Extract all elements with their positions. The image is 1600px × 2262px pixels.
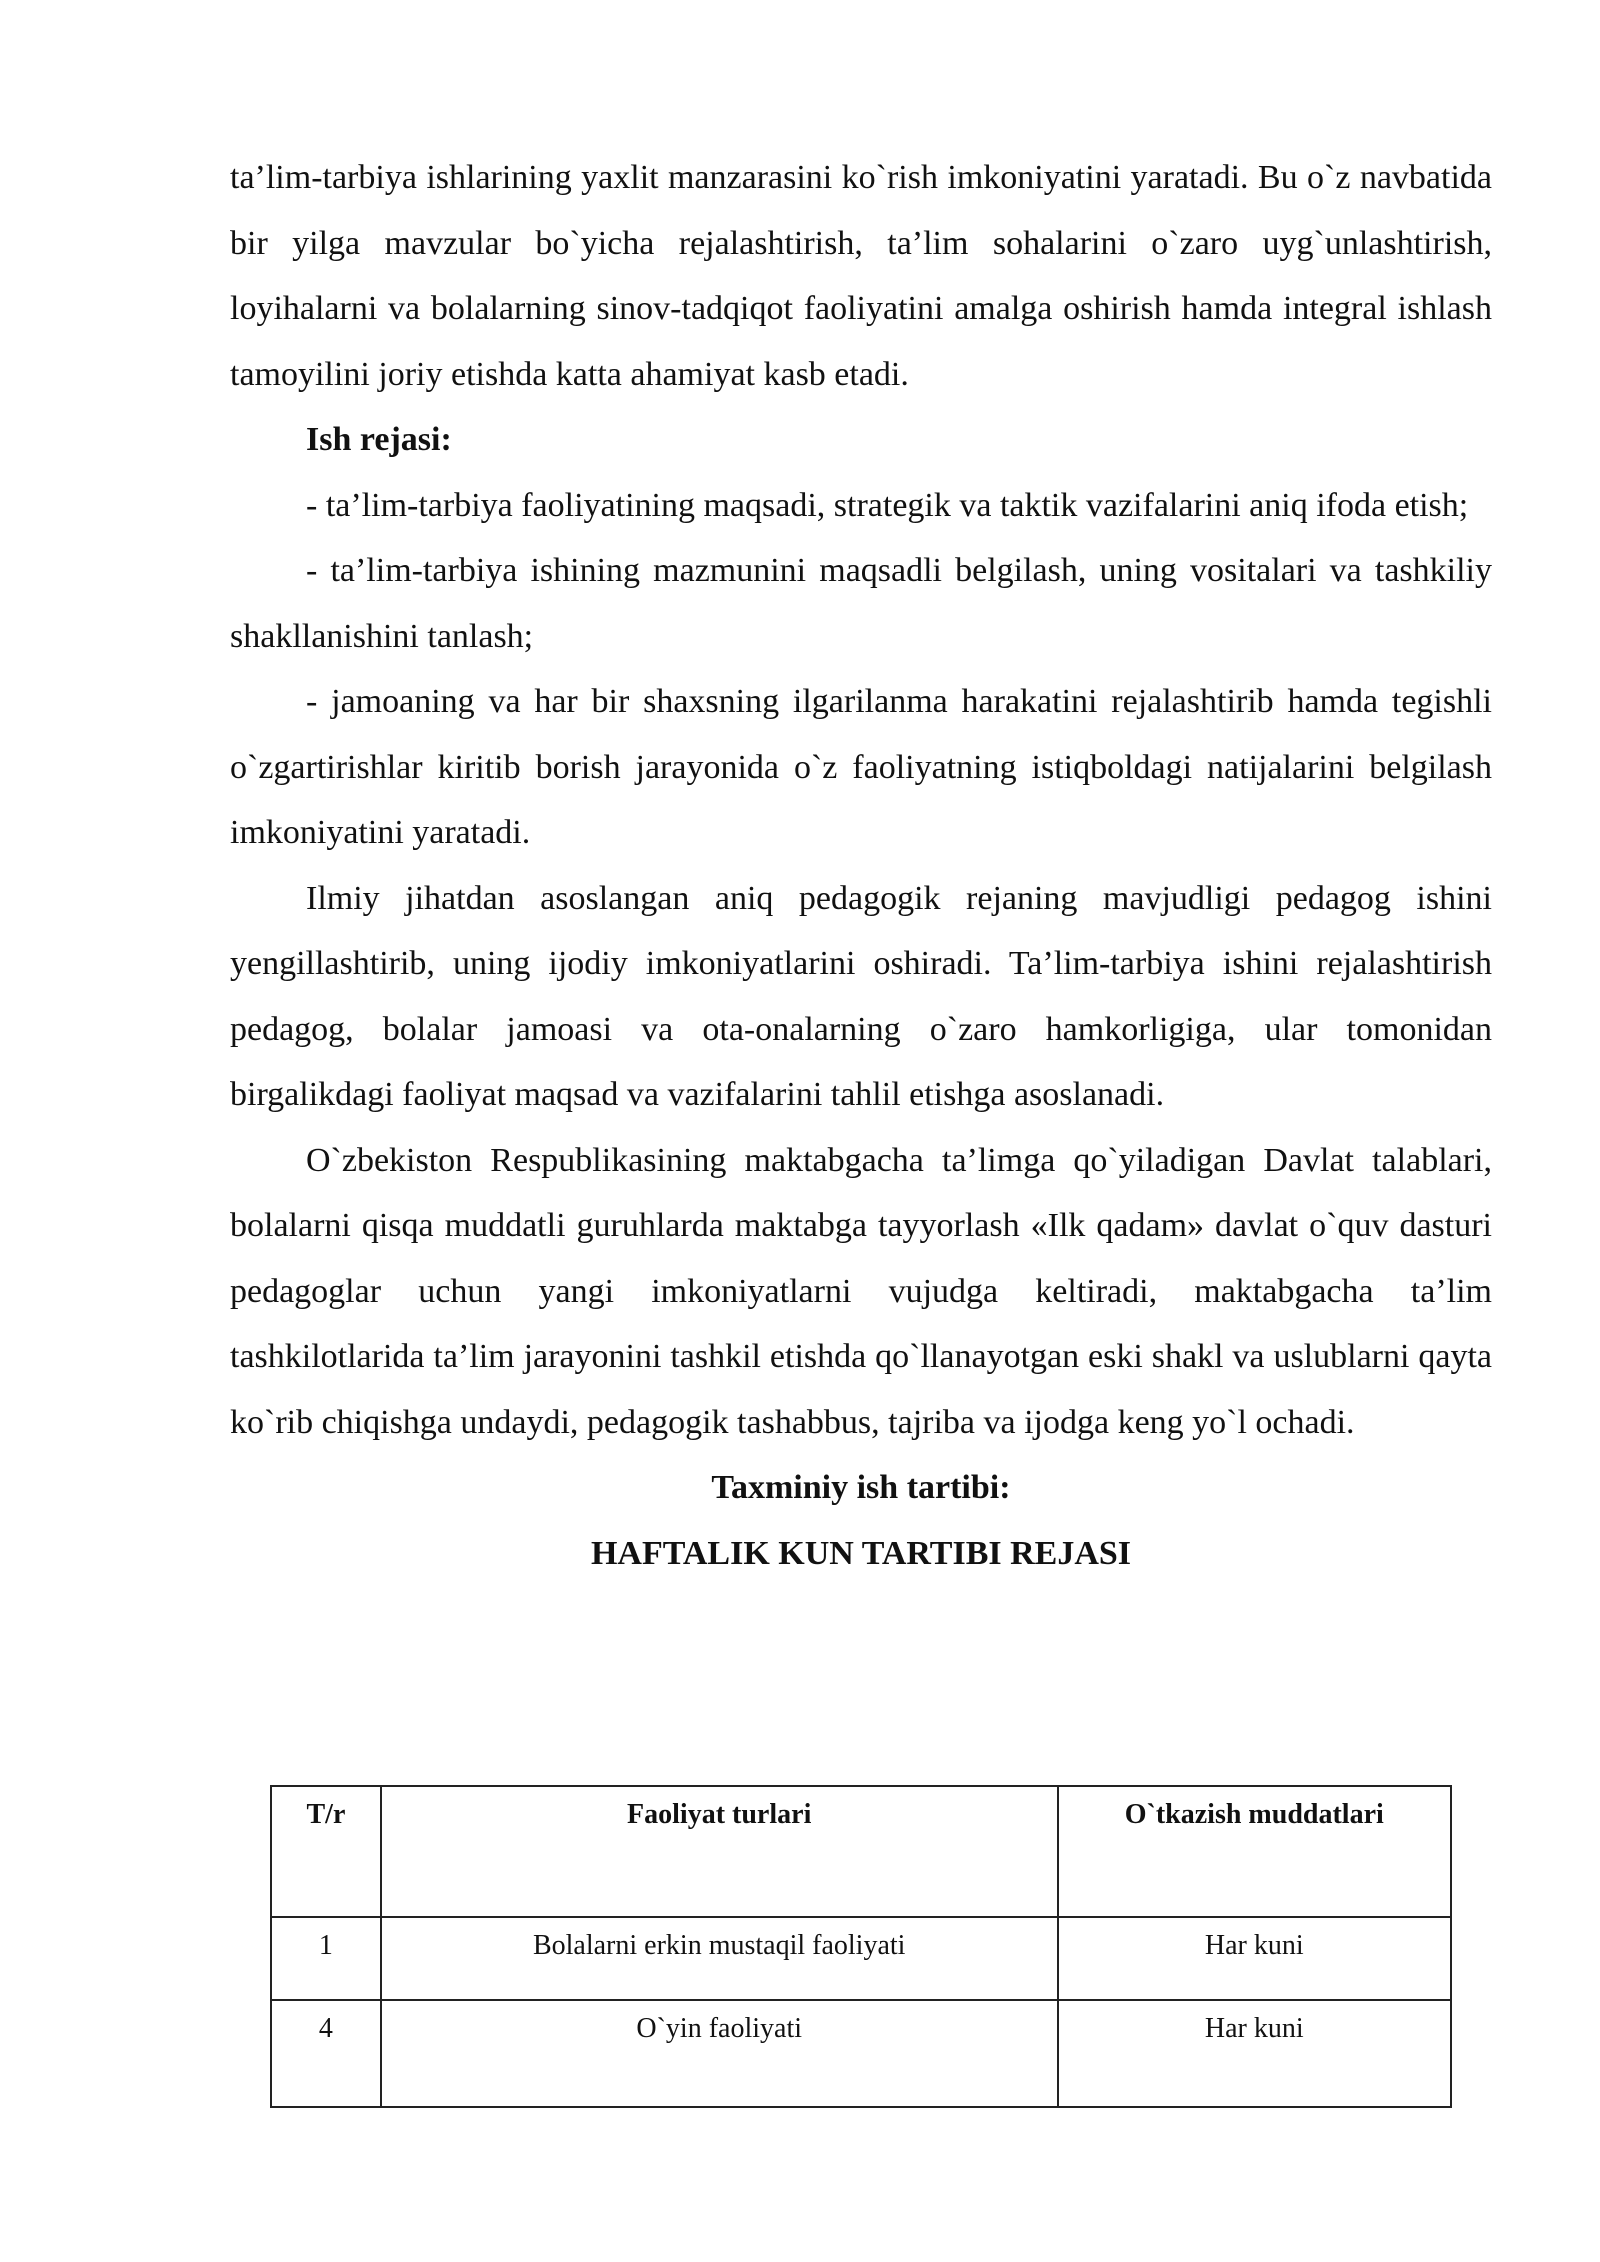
cell-activity: Bolalarni erkin mustaqil faoliyati [381, 1917, 1058, 2000]
weekly-plan-title: HAFTALIK KUN TARTIBI REJASI [590, 1534, 1132, 1572]
schedule-title: Taxminiy ish tartibi: [711, 1469, 1011, 1506]
section-heading: Ish rejasi: [306, 421, 452, 458]
cell-number: 4 [271, 2000, 381, 2107]
cell-duration: Har kuni [1058, 2000, 1451, 2107]
bullet-item: - ta’lim-tarbiya faoliyatining maqsadi, strategik va taktik vazifalarini aniq ifoda etish; [306, 486, 1469, 524]
document-body [230, 145, 1492, 1586]
bullet-item: - ta’lim-tarbiya ishining mazmunini maqsadli belgilash, uning vositalari va tashkiliy shakllanishini tanlash; [230, 552, 1492, 655]
paragraph-intro: ta’lim-tarbiya ishlarining yaxlit manzarasini ko`rish imkoniyatini yaratadi. Bu o`z navbatida bir yilga mavzular bo`yicha rejalashtirish, ta’lim sohalarini o`zaro uyg`unlashtirish, loyihalarni va bolalarning sinov-tadqiqot faoliyatini amalga oshirish hamda integral ishlash tamoyilini joriy etishda katta ahamiyat kasb etadi. [230, 159, 1492, 393]
table-row [271, 1917, 1451, 2000]
cell-activity: O`yin faoliyati [381, 2000, 1058, 2107]
bullet-item: - jamoaning va har bir shaxsning ilgarilanma harakatini rejalashtirib hamda tegishli o`zgartirishlar kiritib borish jarayonida o`z faoliyatning istiqboldagi natijalarini belgilash imkoniyatini yaratadi. [230, 683, 1492, 851]
header-cell-duration: O`tkazish muddatlari [1058, 1786, 1451, 1917]
schedule-table [270, 1785, 1452, 2108]
header-cell-activity: Faoliyat turlari [381, 1786, 1058, 1917]
table-header-row [271, 1786, 1451, 1917]
cell-number: 1 [271, 1917, 381, 2000]
paragraph-standards: O`zbekiston Respublikasining maktabgacha ta’limga qo`yiladigan Davlat talablari, bolalarni qisqa muddatli guruhlarda maktabga tayyorlash «Ilk qadam» davlat o`quv dasturi pedagoglar uchun yangi imkoniyatlarni vujudga keltiradi, maktabgacha ta’lim tashkilotlarida ta’lim jarayonini tashkil etishda qo`llanayotgan eski shakl va uslublarni qayta ko`rib chiqishga undaydi, pedagogik tashabbus, tajriba va ijodga keng yo`l ochadi. [230, 1141, 1492, 1441]
paragraph-planning: Ilmiy jihatdan asoslangan aniq pedagogik rejaning mavjudligi pedagog ishini yengillashtirib, uning ijodiy imkoniyatlarini oshiradi. Ta’lim-tarbiya ishini rejalashtirish pedagog, bolalar jamoasi va ota-onalarning o`zaro hamkorligiga, ular tomonidan birgalikdagi faoliyat maqsad va vazifalarini tahlil etishga asoslanadi. [230, 879, 1492, 1113]
schedule-table-container [270, 1785, 1452, 2108]
table-row [271, 2000, 1451, 2107]
cell-duration: Har kuni [1058, 1917, 1451, 2000]
header-cell-number: T/r [271, 1786, 381, 1917]
